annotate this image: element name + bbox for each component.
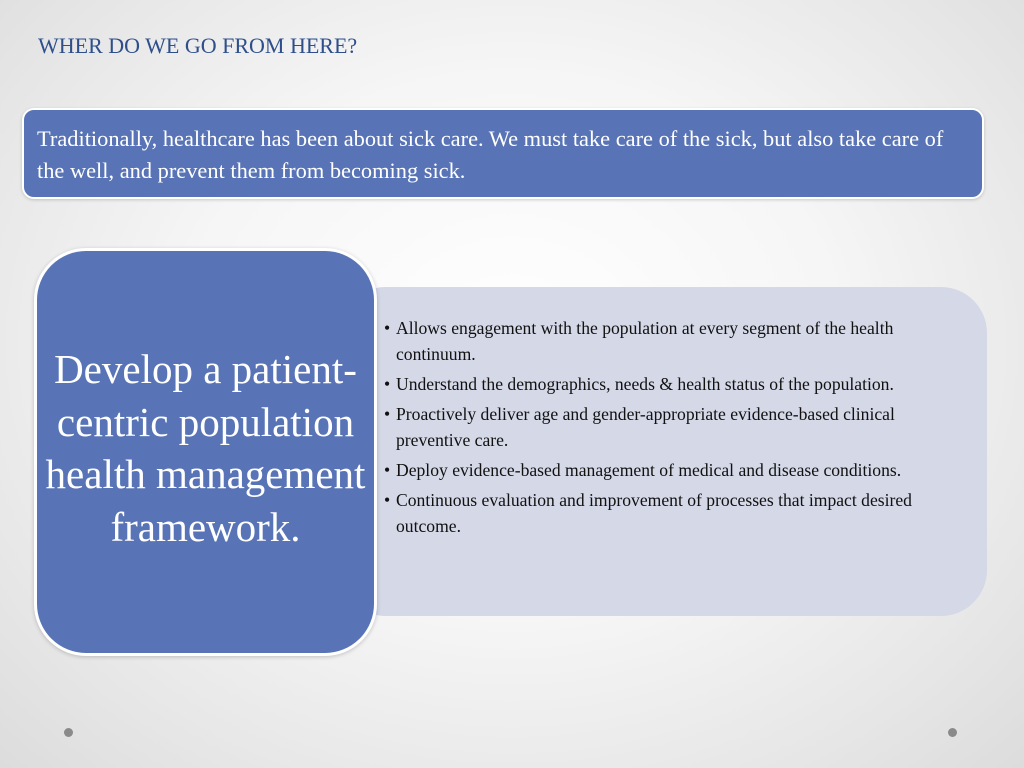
bullet-dot-icon: • (384, 490, 391, 510)
main-statement-text: Develop a patient-centric population health management framework. (45, 346, 366, 550)
bullet-dot-icon: • (384, 318, 391, 338)
main-statement-box (34, 248, 377, 656)
list-item (384, 401, 957, 453)
bullet-dot-icon: • (384, 460, 391, 480)
list-item (384, 457, 957, 483)
list-item (384, 315, 957, 367)
bullet-dot-icon: • (384, 374, 391, 394)
intro-box (22, 108, 984, 199)
bullet-dot-icon: • (384, 404, 391, 424)
list-item-text: Proactively deliver age and gender-appropriate evidence-based clinical preventive care. (396, 404, 895, 450)
list-item-text: Deploy evidence-based management of medical and disease conditions. (396, 460, 902, 480)
list-item-text: Continuous evaluation and improvement of processes that impact desired outcome. (396, 490, 912, 536)
list-item-text: Understand the demographics, needs & health status of the population. (396, 374, 894, 394)
detail-panel (340, 287, 987, 616)
right-nav-dot-icon[interactable] (948, 728, 957, 737)
left-nav-dot-icon[interactable] (64, 728, 73, 737)
list-item (384, 371, 957, 397)
bullet-list (384, 315, 957, 539)
list-item (384, 487, 957, 539)
list-item-text: Allows engagement with the population at every segment of the health continuum. (396, 318, 894, 364)
intro-text: Traditionally, healthcare has been about sick care. We must take care of the sick, but also take care of the well, and prevent them from becoming sick. (37, 126, 944, 183)
slide-title: WHER DO WE GO FROM HERE? (38, 33, 358, 58)
